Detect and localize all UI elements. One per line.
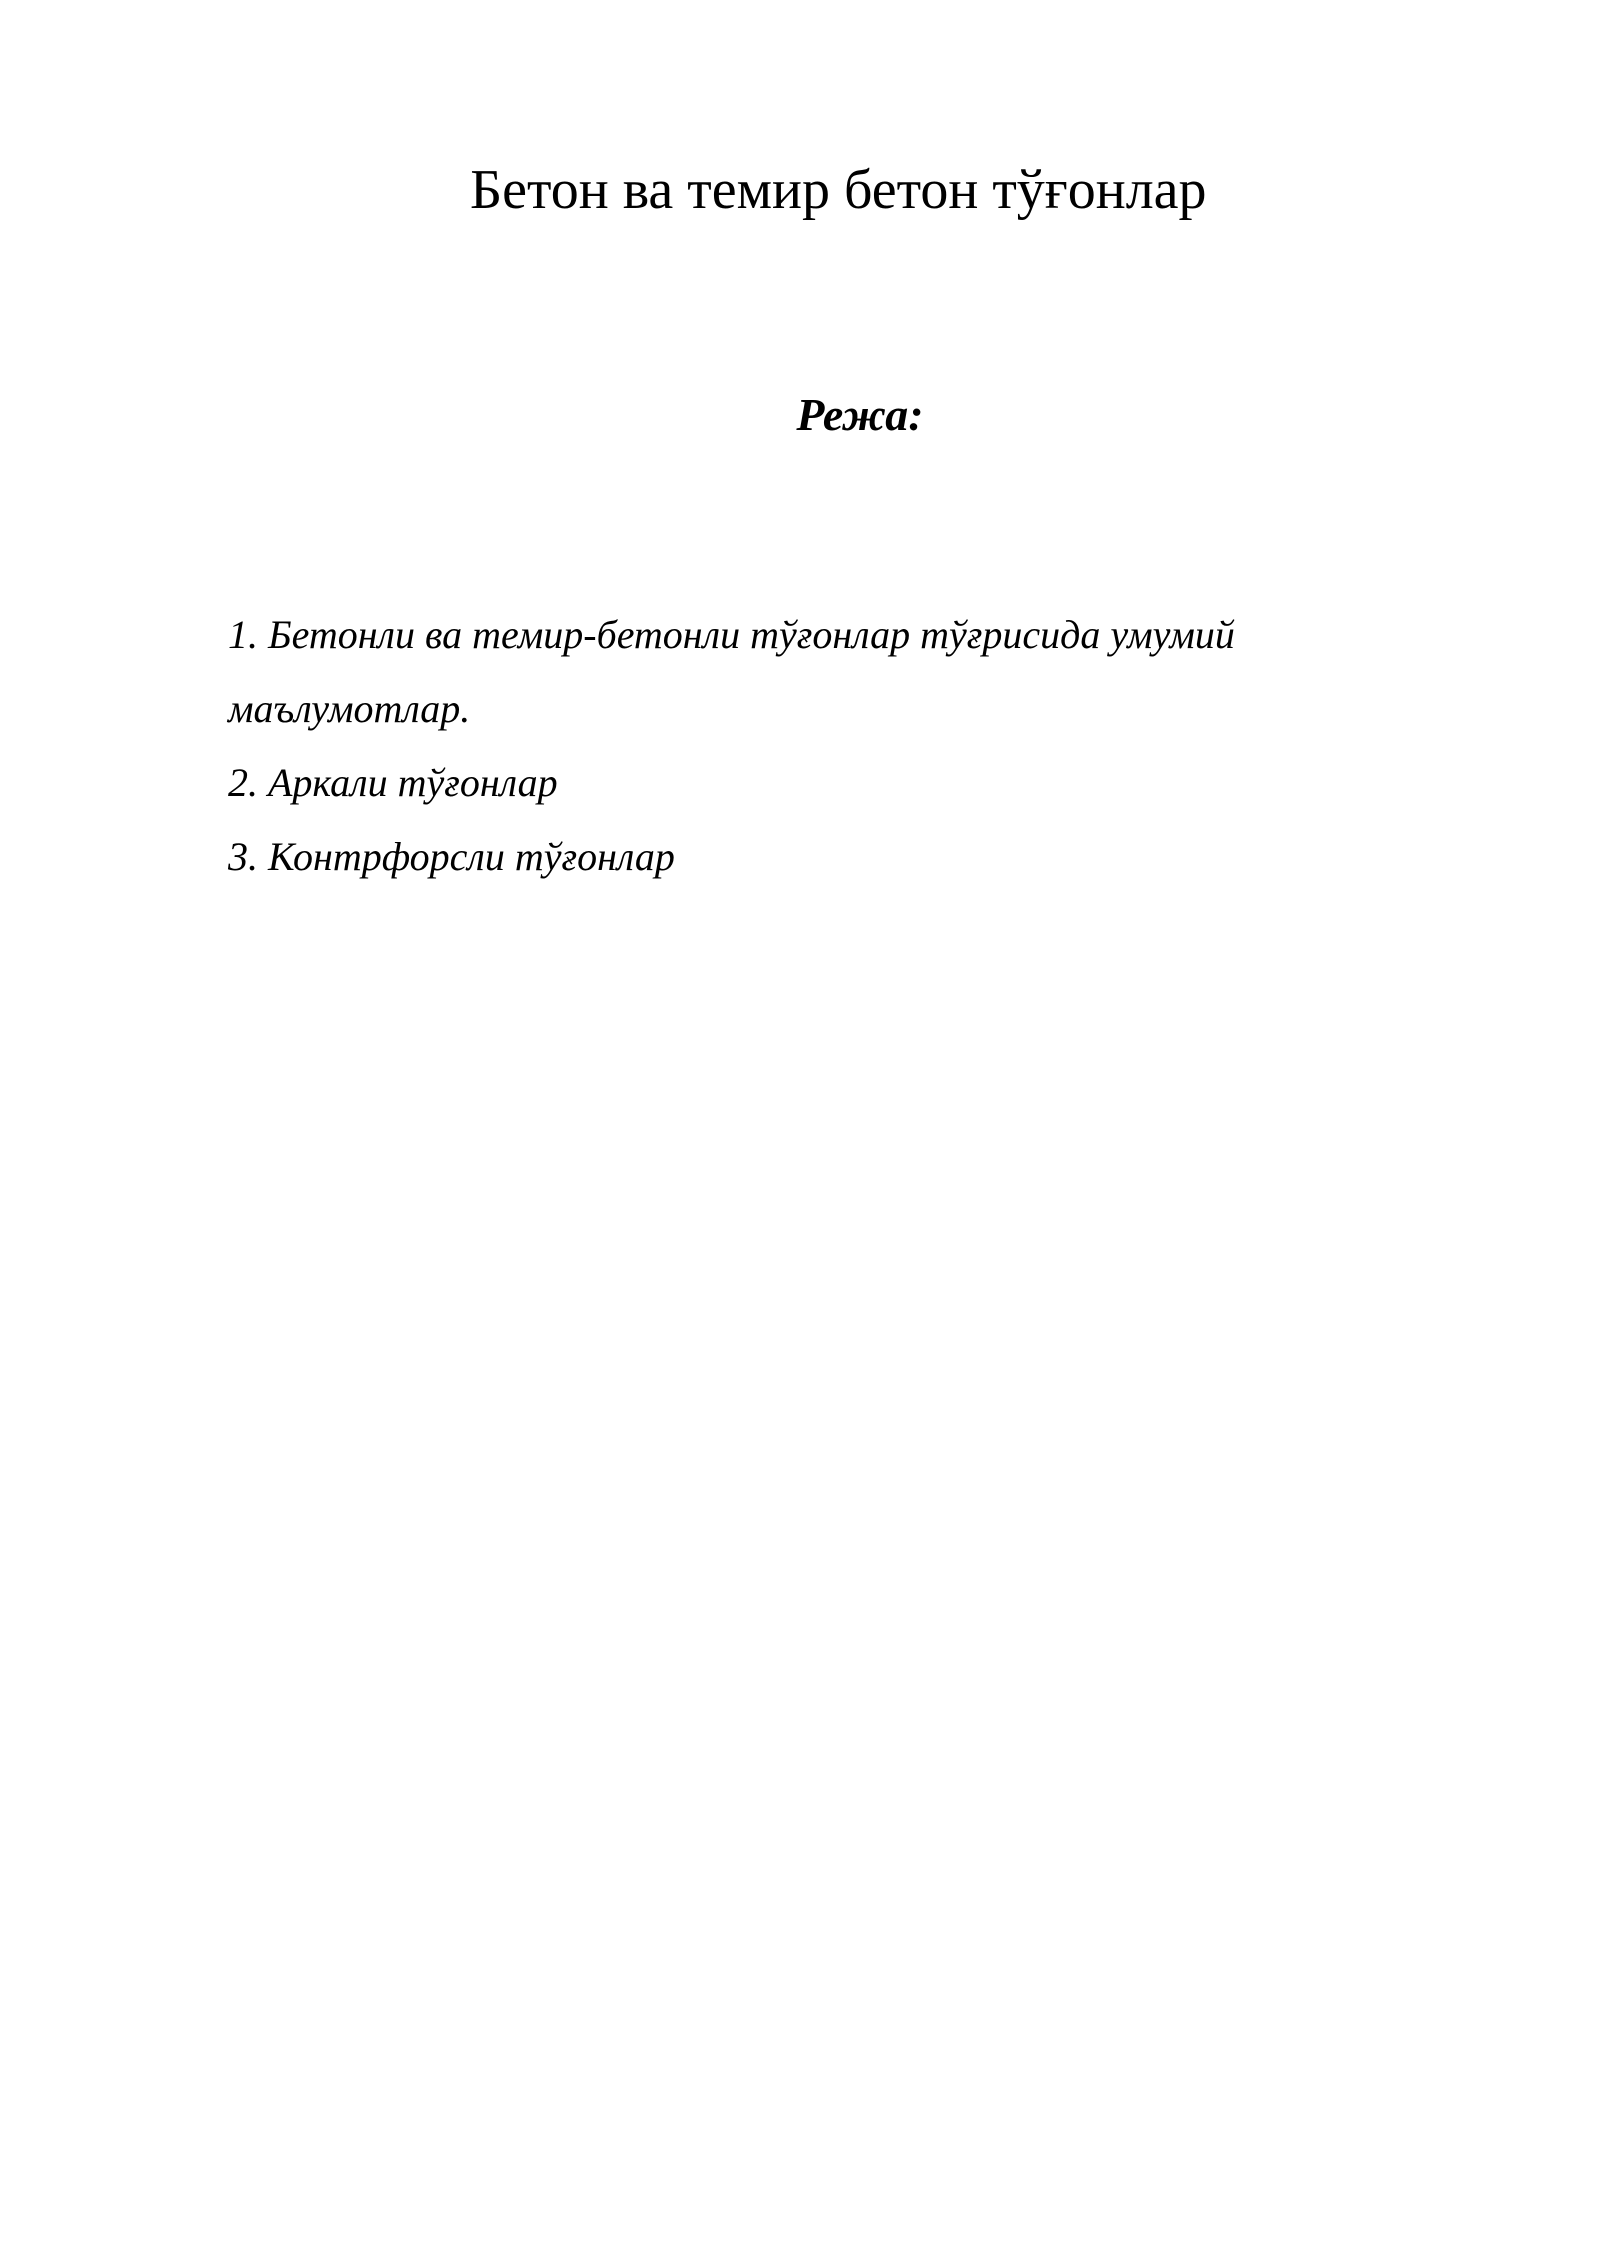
plan-item-number: 3. (228, 834, 258, 879)
plan-item-number: 2. (228, 760, 258, 805)
plan-item-text: Контрфорсли тўғонлар (268, 834, 675, 879)
plan-item-text: Бетонли ва темир-бетонли тўғонлар тўғрисида умумий (268, 612, 1235, 657)
plan-list (228, 598, 1378, 894)
plan-item-text: Аркали тўғонлар (268, 760, 558, 805)
plan-item-1 (228, 598, 1378, 746)
plan-item-continuation: маълумотлар. (228, 686, 471, 731)
document-title: Бетон ва темир бетон тўғонлар (470, 159, 1207, 221)
plan-item-3 (228, 820, 1378, 894)
plan-item-2 (228, 746, 1378, 820)
plan-item-number: 1. (228, 612, 258, 657)
plan-heading: Режа: (796, 389, 924, 440)
